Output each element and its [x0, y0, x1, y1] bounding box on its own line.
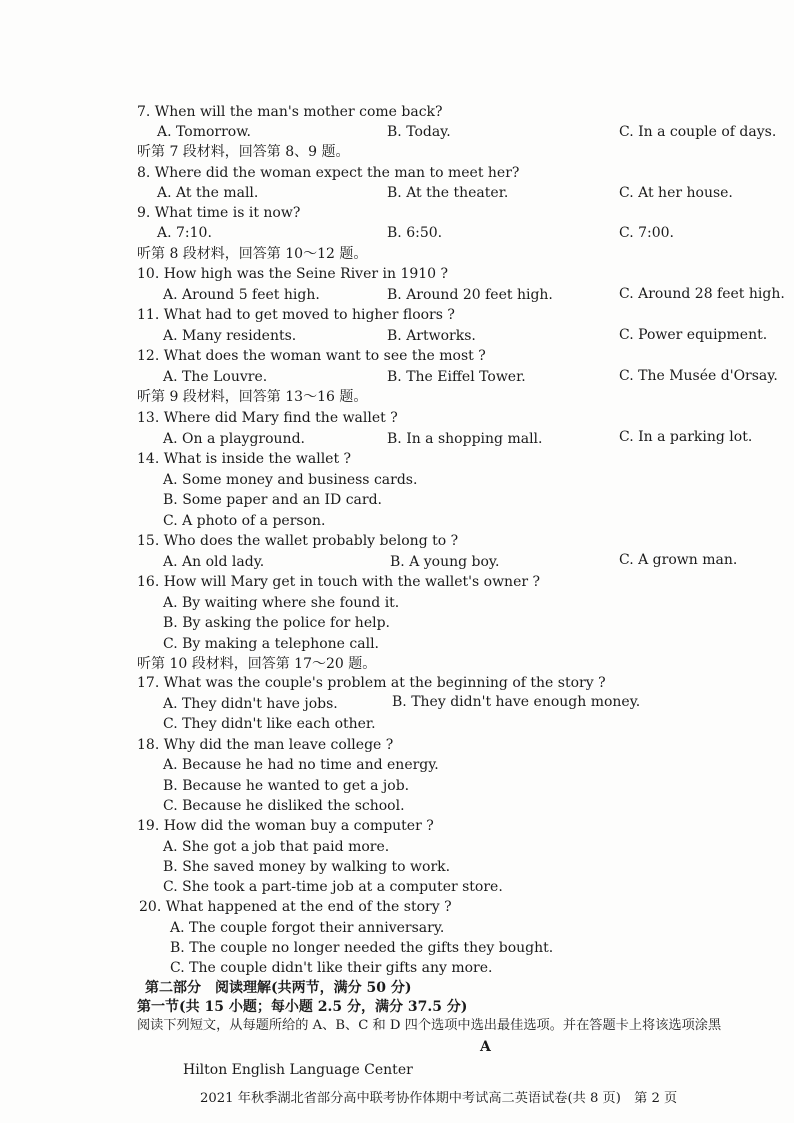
section-1-heading: 第一节(共 15 小题；每小题 2.5 分，满分 37.5 分)	[137, 999, 468, 1015]
page-footer: 2021 年秋季湖北省部分高中联考协作体期中考试高二英语试卷(共 8 页) 第 2 页	[200, 1091, 678, 1106]
q20-option-c: C. The couple didn't like their gifts any more.	[170, 960, 493, 976]
reading-instructions: 阅读下列短文，从每题所给的 A、B、C 和 D 四个选项中选出最佳选项。并在答题卡上将该选项涂黑	[137, 1018, 722, 1033]
q19-option-a: A. She got a job that paid more.	[163, 839, 390, 855]
question-7: 7. When will the man's mother come back?	[137, 104, 443, 120]
q12-option-b: B. The Eiffel Tower.	[387, 369, 526, 385]
q14-option-c: C. A photo of a person.	[163, 513, 326, 529]
question-18: 18. Why did the man leave college ?	[137, 737, 394, 753]
q17-option-c: C. They didn't like each other.	[163, 716, 376, 732]
question-17: 17. What was the couple's problem at the beginning of the story ?	[137, 675, 606, 691]
q7-option-a: A. Tomorrow.	[157, 124, 251, 140]
question-12: 12. What does the woman want to see the most ?	[137, 348, 486, 364]
question-10: 10. How high was the Seine River in 1910 ?	[137, 266, 449, 282]
q13-option-c: C. In a parking lot.	[619, 429, 753, 445]
part-2-heading: 第二部分 阅读理解(共两节，满分 50 分)	[145, 980, 412, 996]
q7-option-c: C. In a couple of days.	[619, 124, 777, 140]
q17-option-a: A. They didn't have jobs.	[163, 696, 338, 712]
q13-option-b: B. In a shopping mall.	[387, 431, 543, 447]
question-11: 11. What had to get moved to higher floors ?	[137, 307, 455, 323]
q7-option-b: B. Today.	[387, 124, 451, 140]
passage-title: Hilton English Language Center	[183, 1062, 413, 1078]
q10-option-b: B. Around 20 feet high.	[387, 287, 553, 303]
q14-option-a: A. Some money and business cards.	[163, 472, 418, 488]
q8-option-a: A. At the mall.	[157, 185, 259, 201]
q10-option-a: A. Around 5 feet high.	[163, 287, 320, 303]
question-8: 8. Where did the woman expect the man to meet her?	[137, 165, 520, 181]
section-9-heading: 听第 9 段材料，回答第 13～16 题。	[137, 389, 368, 405]
q15-option-c: C. A grown man.	[619, 552, 738, 568]
q20-option-b: B. The couple no longer needed the gifts they bought.	[170, 940, 554, 956]
question-16: 16. How will Mary get in touch with the wallet's owner ?	[137, 574, 541, 590]
q8-option-c: C. At her house.	[619, 185, 733, 201]
q10-option-c: C. Around 28 feet high.	[619, 286, 785, 302]
q9-option-c: C. 7:00.	[619, 225, 675, 241]
q19-option-b: B. She saved money by walking to work.	[163, 859, 451, 875]
section-8-heading: 听第 8 段材料，回答第 10～12 题。	[137, 246, 368, 262]
q18-option-c: C. Because he disliked the school.	[163, 798, 405, 814]
q20-option-a: A. The couple forgot their anniversary.	[170, 920, 445, 936]
q8-option-b: B. At the theater.	[387, 185, 509, 201]
q9-option-a: A. 7:10.	[157, 225, 212, 241]
q9-option-b: B. 6:50.	[387, 225, 443, 241]
q11-option-b: B. Artworks.	[387, 328, 476, 344]
q18-option-b: B. Because he wanted to get a job.	[163, 778, 410, 794]
q14-option-b: B. Some paper and an ID card.	[163, 492, 383, 508]
question-19: 19. How did the woman buy a computer ?	[137, 818, 434, 834]
q15-option-b: B. A young boy.	[390, 554, 500, 570]
q17-option-b: B. They didn't have enough money.	[392, 694, 641, 710]
section-7-heading: 听第 7 段材料，回答第 8、9 题。	[137, 144, 350, 160]
q15-option-a: A. An old lady.	[163, 554, 265, 570]
q12-option-a: A. The Louvre.	[163, 369, 268, 385]
q12-option-c: C. The Musée d'Orsay.	[619, 368, 778, 384]
q16-option-c: C. By making a telephone call.	[163, 636, 379, 652]
question-13: 13. Where did Mary find the wallet ?	[137, 410, 398, 426]
q13-option-a: A. On a playground.	[163, 431, 305, 447]
question-14: 14. What is inside the wallet ?	[137, 451, 352, 467]
q18-option-a: A. Because he had no time and energy.	[163, 757, 439, 773]
q11-option-c: C. Power equipment.	[619, 327, 768, 343]
section-10-heading: 听第 10 段材料，回答第 17～20 题。	[137, 656, 377, 672]
q11-option-a: A. Many residents.	[163, 328, 297, 344]
question-15: 15. Who does the wallet probably belong to ?	[137, 533, 459, 549]
q19-option-c: C. She took a part-time job at a computer store.	[163, 879, 503, 895]
question-9: 9. What time is it now?	[137, 205, 301, 221]
q16-option-b: B. By asking the police for help.	[163, 615, 391, 631]
q16-option-a: A. By waiting where she found it.	[163, 595, 400, 611]
passage-label: A	[480, 1039, 491, 1055]
question-20: 20. What happened at the end of the story ?	[139, 899, 452, 915]
